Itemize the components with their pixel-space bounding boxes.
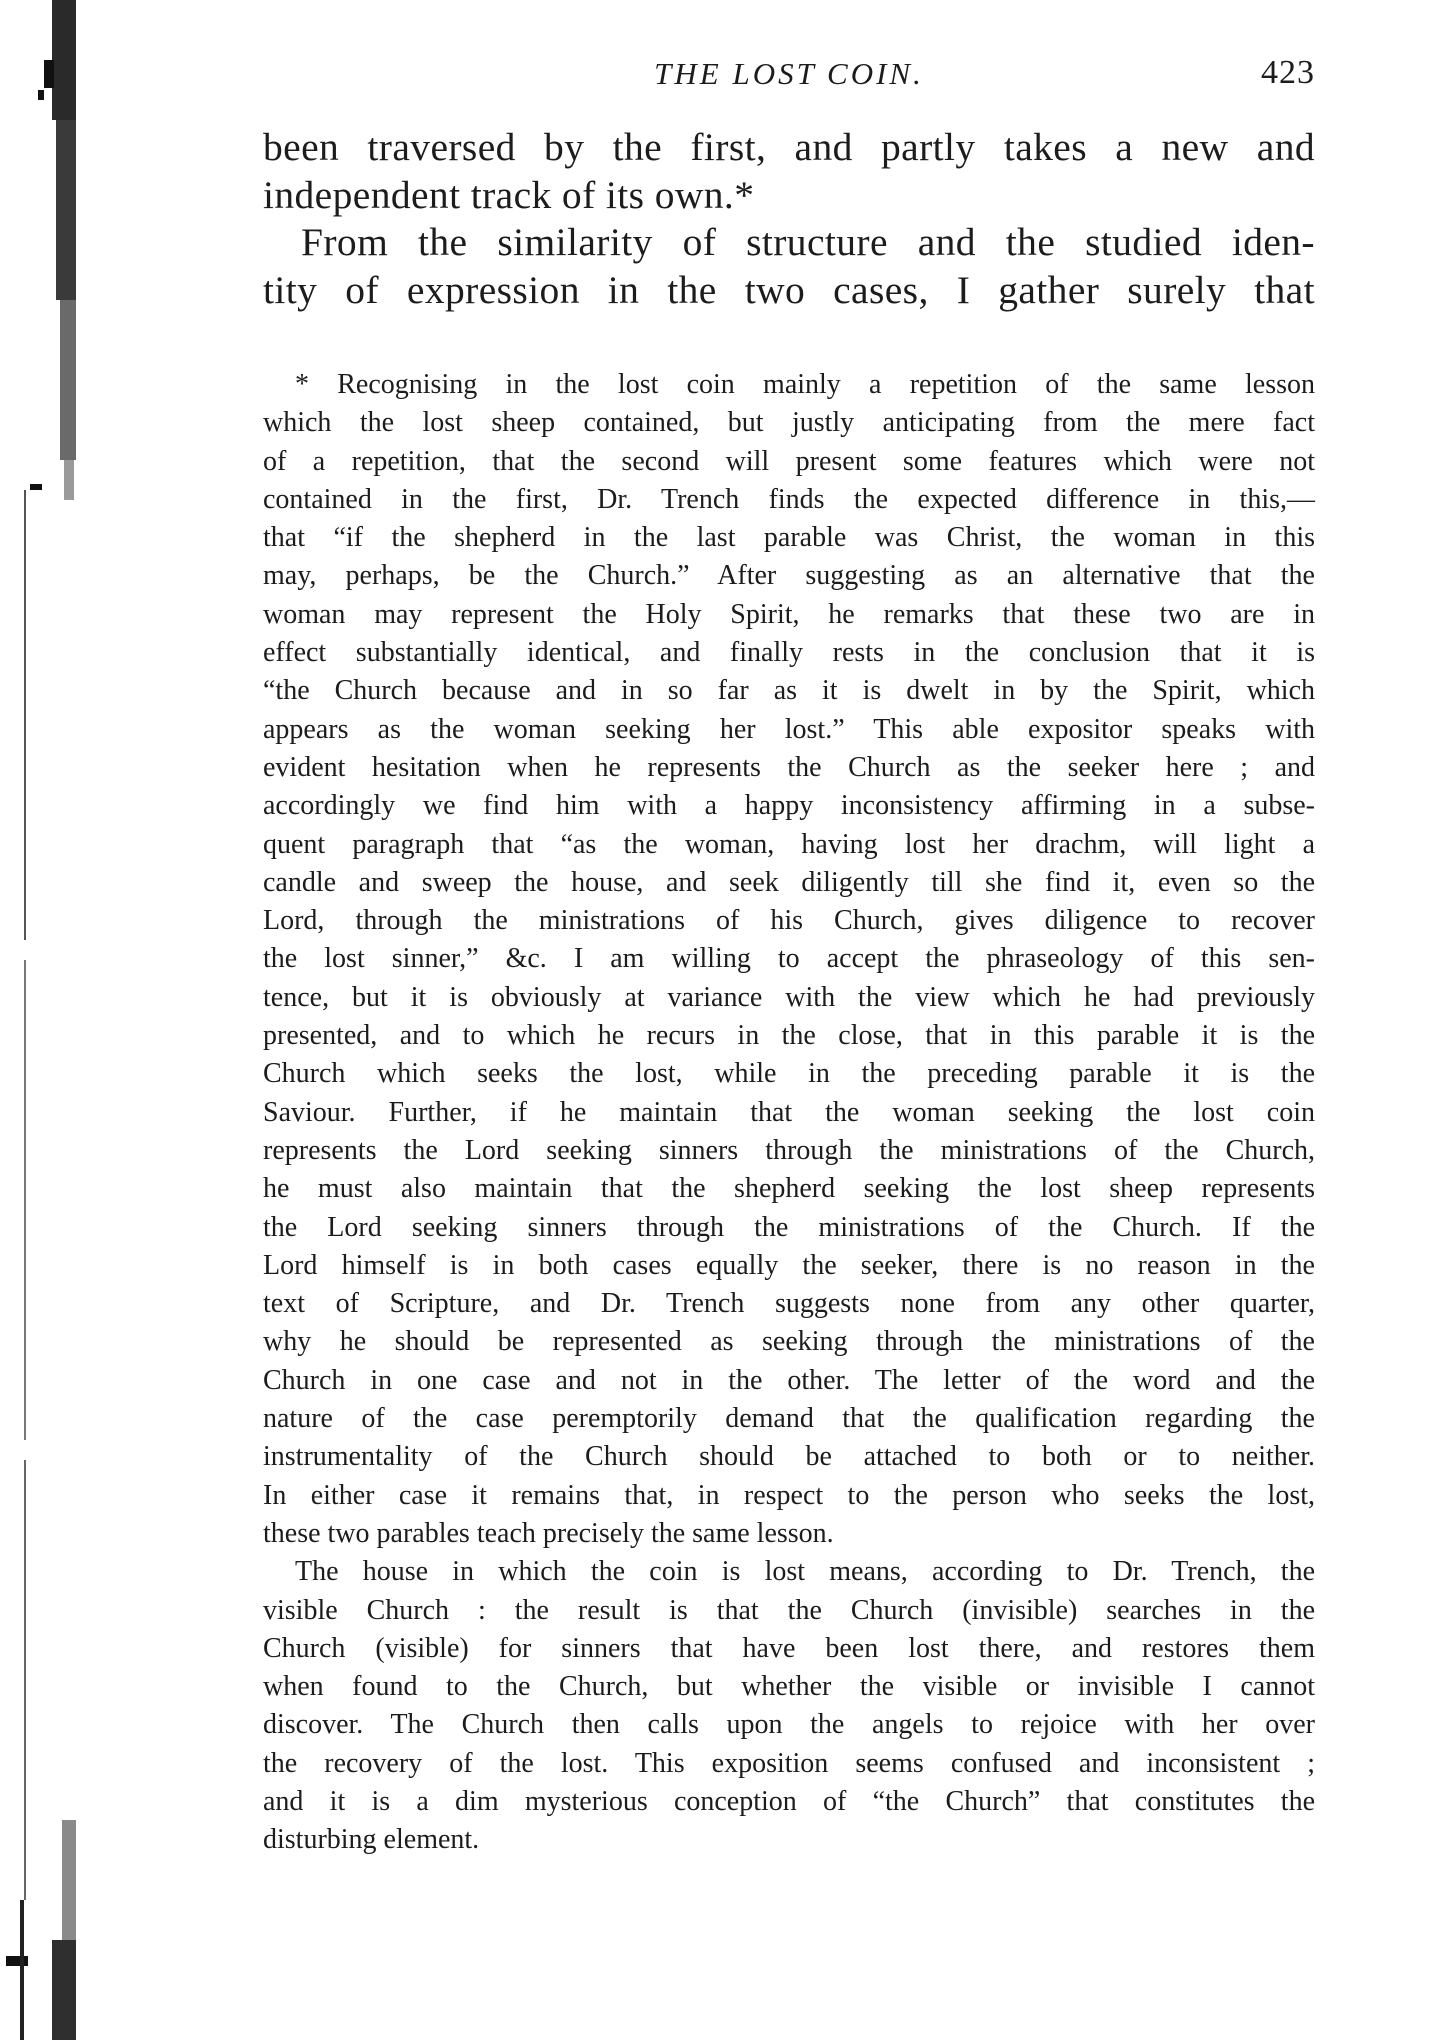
footnote-line: effect substantially identical, and finally rests in the conclusion that it is [263, 637, 1315, 669]
footnote-line: “the Church because and in so far as it is dwelt in by the Spirit, which [263, 675, 1315, 707]
footnote-line: quent paragraph that “as the woman, having lost her drachm, will light a [263, 828, 1315, 860]
footnote-line: tence, but it is obviously at variance with the view which he had previously [263, 981, 1315, 1013]
footnote-line: candle and sweep the house, and seek diligently till she find it, even so the [263, 866, 1315, 898]
footnote-line: Church which seeks the lost, while in the preceding parable it is the [263, 1058, 1315, 1090]
text-line: independent track of its own.* [263, 172, 755, 217]
footnote-line: discover. The Church then calls upon the angels to rejoice with her over [263, 1709, 1315, 1741]
footnote-line: appears as the woman seeking her lost.” This able expositor speaks with [263, 713, 1315, 745]
footnote-line: woman may represent the Holy Spirit, he remarks that these two are in [263, 598, 1315, 630]
text-line: been traversed by the first, and partly takes a new and [263, 125, 1315, 169]
footnote-line: that “if the shepherd in the last parable was Christ, the woman in this [263, 522, 1315, 554]
footnote-line: disturbing element. [263, 1824, 480, 1856]
main-text [263, 124, 1315, 314]
footnote-line: represents the Lord seeking sinners through the ministrations of the Church, [263, 1134, 1315, 1166]
footnote-line: Saviour. Further, if he maintain that the woman seeking the lost coin [263, 1096, 1315, 1128]
footnote-line: why he should be represented as seeking through the ministrations of the [263, 1326, 1315, 1358]
page-header [263, 52, 1315, 102]
footnote-line: Church (visible) for sinners that have been lost there, and restores them [263, 1632, 1315, 1664]
footnote-line: these two parables teach precisely the same lesson. [263, 1517, 834, 1549]
text-line: tity of expression in the two cases, I gather surely that [263, 267, 1315, 312]
footnote-line: which the lost sheep contained, but justly anticipating from the mere fact [263, 407, 1315, 439]
footnote [263, 366, 1315, 1860]
footnote-line: may, perhaps, be the Church.” After suggesting as an alternative that the [263, 560, 1315, 592]
footnote-line: he must also maintain that the shepherd seeking the lost sheep represents [263, 1173, 1315, 1205]
footnote-line: the recovery of the lost. This exposition seems confused and inconsistent ; [263, 1747, 1315, 1779]
footnote-line: accordingly we find him with a happy inconsistency affirming in a subse- [263, 790, 1315, 822]
binding-edge-shadow [0, 0, 100, 2040]
footnote-line: and it is a dim mysterious conception of “the Church” that constitutes the [263, 1785, 1315, 1817]
footnote-line: the Lord seeking sinners through the ministrations of the Church. If the [263, 1211, 1315, 1243]
footnote-line: In either case it remains that, in respect to the person who seeks the lost, [263, 1479, 1315, 1511]
footnote-line: evident hesitation when he represents the Church as the seeker here ; and [263, 751, 1315, 783]
footnote-line: visible Church : the result is that the Church (invisible) searches in the [263, 1594, 1315, 1626]
footnote-line: nature of the case peremptorily demand that the qualification regarding the [263, 1403, 1315, 1435]
footnote-line: the lost sinner,” &c. I am willing to accept the phraseology of this sen- [263, 943, 1315, 975]
footnote-line: text of Scripture, and Dr. Trench suggests none from any other quarter, [263, 1288, 1315, 1320]
footnote-line: Lord, through the ministrations of his Church, gives diligence to recover [263, 905, 1315, 937]
footnote-line: Lord himself is in both cases equally the seeker, there is no reason in the [263, 1249, 1315, 1281]
footnote-line: of a repetition, that the second will present some features which were not [263, 445, 1315, 477]
text-line: From the similarity of structure and the studied iden- [301, 220, 1315, 264]
footnote-line: * Recognising in the lost coin mainly a repetition of the same lesson [295, 369, 1315, 400]
footnote-line: contained in the first, Dr. Trench finds the expected difference in this,— [263, 483, 1315, 515]
footnote-line: The house in which the coin is lost means, according to Dr. Trench, the [295, 1556, 1315, 1588]
page-number: 423 [1261, 54, 1315, 91]
footnote-line: Church in one case and not in the other. The letter of the word and the [263, 1364, 1315, 1396]
footnote-line: instrumentality of the Church should be attached to both or to neither. [263, 1441, 1315, 1473]
footnote-line: presented, and to which he recurs in the close, that in this parable it is the [263, 1020, 1315, 1052]
footnote-line: when found to the Church, but whether the visible or invisible I cannot [263, 1671, 1315, 1703]
running-title: THE LOST COIN. [654, 56, 924, 91]
